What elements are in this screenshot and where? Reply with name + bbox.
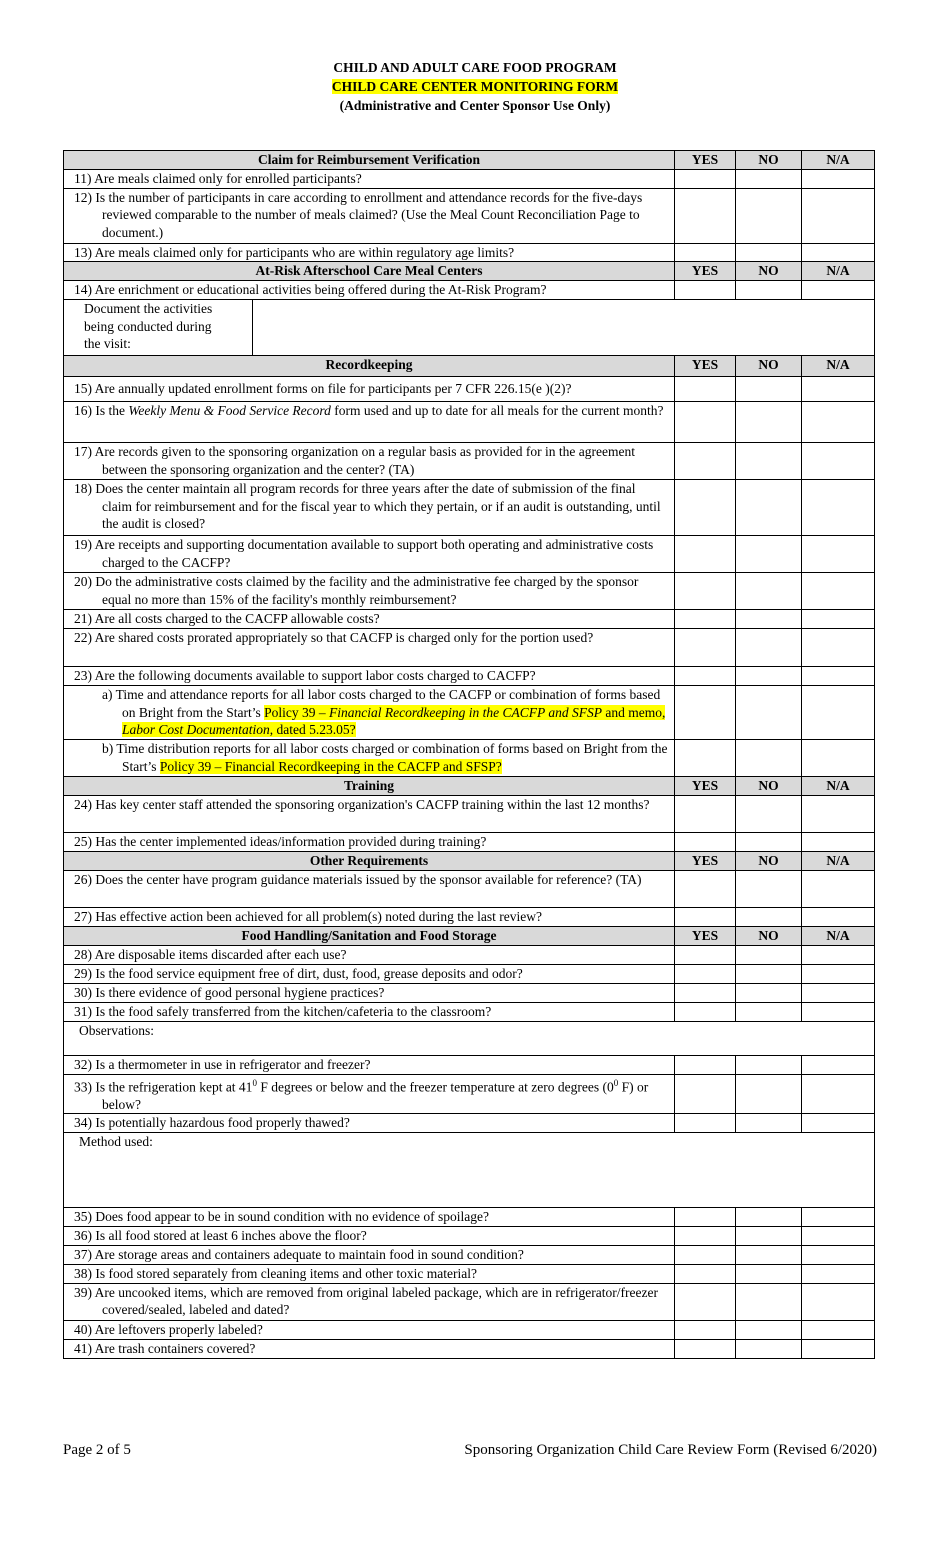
- question-41: 41) Are trash containers covered?: [64, 1339, 675, 1358]
- na-cell[interactable]: [802, 667, 875, 686]
- question-row: [64, 740, 875, 777]
- yes-cell[interactable]: [675, 402, 736, 443]
- question-40: 40) Are leftovers properly labeled?: [64, 1320, 675, 1339]
- no-cell[interactable]: [736, 1114, 802, 1133]
- na-cell[interactable]: [802, 870, 875, 907]
- question-34: 34) Is potentially hazardous food properly thawed?: [64, 1114, 675, 1133]
- question-32: 32) Is a thermometer in use in refrigerator and freezer?: [64, 1055, 675, 1074]
- question-30: 30) Is there evidence of good personal hygiene practices?: [64, 983, 675, 1002]
- yes-cell[interactable]: [675, 983, 736, 1002]
- page-number: Page 2 of 5: [63, 1442, 131, 1458]
- yes-cell[interactable]: [675, 281, 736, 300]
- na-cell[interactable]: [802, 402, 875, 443]
- na-cell[interactable]: [802, 907, 875, 926]
- no-cell[interactable]: [736, 573, 802, 610]
- program-title: CHILD AND ADULT CARE FOOD PROGRAM: [333, 60, 617, 75]
- question-row: [64, 1002, 875, 1021]
- section-header: Claim for Reimbursement Verification YES NO N/A: [64, 151, 875, 170]
- question-row: [64, 964, 875, 983]
- question-27: 27) Has effective action been achieved for all problem(s) noted during the last review?: [64, 907, 675, 926]
- no-cell[interactable]: [736, 1226, 802, 1245]
- question-22: 22) Are shared costs prorated appropriately so that CACFP is charged only for the portion used?: [64, 629, 675, 667]
- question-row: [64, 536, 875, 573]
- observations-field[interactable]: Observations:: [64, 1021, 875, 1055]
- question-row: [64, 629, 875, 667]
- na-cell[interactable]: [802, 796, 875, 833]
- na-cell[interactable]: [802, 1264, 875, 1283]
- question-row: [64, 573, 875, 610]
- form-header: [0, 58, 950, 115]
- question-row: [64, 1320, 875, 1339]
- na-cell[interactable]: [802, 573, 875, 610]
- no-cell[interactable]: [736, 610, 802, 629]
- na-cell[interactable]: [802, 169, 875, 188]
- question-row: [64, 480, 875, 536]
- question-16: 16) Is the Weekly Menu & Food Service Record form used and up to date for all meals for the current month?: [64, 402, 675, 443]
- question-row: [64, 281, 875, 300]
- question-row: [64, 1055, 875, 1074]
- question-37: 37) Are storage areas and containers adequate to maintain food in sound condition?: [64, 1245, 675, 1264]
- question-11: 11) Are meals claimed only for enrolled participants?: [64, 169, 675, 188]
- no-cell[interactable]: [736, 169, 802, 188]
- yes-cell[interactable]: [675, 573, 736, 610]
- yes-cell[interactable]: [675, 870, 736, 907]
- question-35: 35) Does food appear to be in sound condition with no evidence of spoilage?: [64, 1207, 675, 1226]
- section-header: Other Requirements YES NO N/A: [64, 851, 875, 870]
- question-row: [64, 945, 875, 964]
- question-row: [64, 1245, 875, 1264]
- no-cell[interactable]: [736, 667, 802, 686]
- question-17: 17) Are records given to the sponsoring organization on a regular basis as provided for in the agreement between the sponsoring organization and the center? (TA): [64, 443, 675, 480]
- yes-cell[interactable]: [675, 169, 736, 188]
- na-cell[interactable]: [802, 833, 875, 852]
- na-cell[interactable]: [802, 686, 875, 740]
- no-cell[interactable]: [736, 1002, 802, 1021]
- method-row: [64, 1132, 875, 1207]
- question-row: [64, 1074, 875, 1114]
- question-row: [64, 443, 875, 480]
- section-header: At-Risk Afterschool Care Meal Centers YES NO N/A: [64, 262, 875, 281]
- yes-cell[interactable]: [675, 1055, 736, 1074]
- question-39: 39) Are uncooked items, which are removed from original labeled package, which are in refrigerator/freezer covered/sealed, labeled and dated?: [64, 1283, 675, 1320]
- yes-cell[interactable]: [675, 740, 736, 777]
- no-cell[interactable]: [736, 870, 802, 907]
- no-cell[interactable]: [736, 1207, 802, 1226]
- no-cell[interactable]: [736, 188, 802, 243]
- activities-label: Document the activities being conducted during the visit:: [64, 300, 253, 356]
- yes-cell[interactable]: [675, 1002, 736, 1021]
- question-row: [64, 796, 875, 833]
- yes-cell[interactable]: [675, 945, 736, 964]
- no-cell[interactable]: [736, 686, 802, 740]
- na-cell[interactable]: [802, 1114, 875, 1133]
- yes-cell[interactable]: [675, 796, 736, 833]
- question-31: 31) Is the food safely transferred from the kitchen/cafeteria to the classroom?: [64, 1002, 675, 1021]
- question-row: [64, 686, 875, 740]
- section-header: Recordkeeping YES NO N/A: [64, 356, 875, 377]
- question-row: [64, 402, 875, 443]
- question-36: 36) Is all food stored at least 6 inches above the floor?: [64, 1226, 675, 1245]
- yes-cell[interactable]: [675, 686, 736, 740]
- na-cell[interactable]: [802, 1207, 875, 1226]
- yes-cell[interactable]: [675, 1207, 736, 1226]
- yes-cell[interactable]: [675, 1264, 736, 1283]
- question-15: 15) Are annually updated enrollment forms on file for participants per 7 CFR 226.15(e )(2)?: [64, 377, 675, 402]
- question-row: [64, 1283, 875, 1320]
- yes-cell[interactable]: [675, 833, 736, 852]
- no-cell[interactable]: [736, 536, 802, 573]
- question-row: [64, 1207, 875, 1226]
- no-cell[interactable]: [736, 480, 802, 536]
- question-row: [64, 983, 875, 1002]
- yes-cell[interactable]: [675, 188, 736, 243]
- yes-cell[interactable]: [675, 1283, 736, 1320]
- no-cell[interactable]: [736, 1283, 802, 1320]
- yes-cell[interactable]: [675, 1226, 736, 1245]
- method-used-field[interactable]: Method used:: [64, 1132, 875, 1207]
- question-25: 25) Has the center implemented ideas/information provided during training?: [64, 833, 675, 852]
- question-row: [64, 907, 875, 926]
- na-cell[interactable]: [802, 983, 875, 1002]
- yes-cell[interactable]: [675, 377, 736, 402]
- na-cell[interactable]: [802, 377, 875, 402]
- na-cell[interactable]: [802, 1245, 875, 1264]
- yes-cell[interactable]: [675, 1245, 736, 1264]
- question-row: [64, 243, 875, 262]
- no-cell[interactable]: [736, 964, 802, 983]
- question-28: 28) Are disposable items discarded after each use?: [64, 945, 675, 964]
- na-cell[interactable]: [802, 188, 875, 243]
- question-row: [64, 1114, 875, 1133]
- na-cell[interactable]: [802, 1339, 875, 1358]
- na-cell[interactable]: [802, 1283, 875, 1320]
- no-cell[interactable]: [736, 907, 802, 926]
- question-row: [64, 188, 875, 243]
- question-20: 20) Do the administrative costs claimed by the facility and the administrative fee charged by the sponsor equal no more than 15% of the facility's monthly reimbursement?: [64, 573, 675, 610]
- question-19: 19) Are receipts and supporting documentation available to support both operating and administrative costs charged to the CACFP?: [64, 536, 675, 573]
- no-cell[interactable]: [736, 740, 802, 777]
- yes-cell[interactable]: [675, 443, 736, 480]
- no-cell[interactable]: [736, 402, 802, 443]
- no-cell[interactable]: [736, 983, 802, 1002]
- na-cell[interactable]: [802, 536, 875, 573]
- no-cell[interactable]: [736, 629, 802, 667]
- na-cell[interactable]: [802, 480, 875, 536]
- section-header: Food Handling/Sanitation and Food Storage YES NO N/A: [64, 926, 875, 945]
- question-38: 38) Is food stored separately from cleaning items and other toxic material?: [64, 1264, 675, 1283]
- na-cell[interactable]: [802, 1226, 875, 1245]
- question-18: 18) Does the center maintain all program records for three years after the date of submission of the final claim for reimbursement and for the fiscal year to which they pertain, or if an audit is outstanding, until the audit is closed?: [64, 480, 675, 536]
- question-23b: b) Time distribution reports for all labor costs charged or combination of forms based on Bright from the Start’s Policy 39 – Financial Recordkeeping in the CACFP and SFSP?: [64, 740, 675, 777]
- yes-cell[interactable]: [675, 629, 736, 667]
- na-cell[interactable]: [802, 1320, 875, 1339]
- question-21: 21) Are all costs charged to the CACFP allowable costs?: [64, 610, 675, 629]
- section-header: Training YES NO N/A: [64, 777, 875, 796]
- na-cell[interactable]: [802, 443, 875, 480]
- no-cell[interactable]: [736, 243, 802, 262]
- yes-cell[interactable]: [675, 1320, 736, 1339]
- activities-field[interactable]: [253, 300, 875, 356]
- question-row: [64, 610, 875, 629]
- no-cell[interactable]: [736, 1245, 802, 1264]
- no-cell[interactable]: [736, 1264, 802, 1283]
- form-revision: Sponsoring Organization Child Care Review Form (Revised 6/2020): [464, 1442, 877, 1458]
- no-cell[interactable]: [736, 1055, 802, 1074]
- observations-row: [64, 1021, 875, 1055]
- no-cell[interactable]: [736, 833, 802, 852]
- no-cell[interactable]: [736, 796, 802, 833]
- na-cell[interactable]: [802, 1055, 875, 1074]
- form-title: CHILD CARE CENTER MONITORING FORM: [331, 79, 619, 94]
- question-23a: a) Time and attendance reports for all labor costs charged to the CACFP or combination of forms based on Bright from the Start’s Policy 39 – Financial Recordkeeping in the CACFP and SFSP and memo, Labor Cost Documentation, dated 5.23.05?: [64, 686, 675, 740]
- no-cell[interactable]: [736, 281, 802, 300]
- no-cell[interactable]: [736, 1074, 802, 1114]
- yes-cell[interactable]: [675, 964, 736, 983]
- yes-cell[interactable]: [675, 907, 736, 926]
- yes-cell[interactable]: [675, 667, 736, 686]
- na-cell[interactable]: [802, 629, 875, 667]
- yes-cell[interactable]: [675, 1114, 736, 1133]
- question-row: [64, 377, 875, 402]
- question-13: 13) Are meals claimed only for participants who are within regulatory age limits?: [64, 243, 675, 262]
- no-cell[interactable]: [736, 377, 802, 402]
- no-cell[interactable]: [736, 443, 802, 480]
- no-cell[interactable]: [736, 1320, 802, 1339]
- form-subtitle: (Administrative and Center Sponsor Use Only): [339, 98, 611, 113]
- na-cell[interactable]: [802, 610, 875, 629]
- na-cell[interactable]: [802, 964, 875, 983]
- question-14: 14) Are enrichment or educational activities being offered during the At-Risk Program?: [64, 281, 675, 300]
- no-cell[interactable]: [736, 1339, 802, 1358]
- no-cell[interactable]: [736, 945, 802, 964]
- question-row: [64, 1339, 875, 1358]
- question-row: [64, 667, 875, 686]
- na-cell[interactable]: [802, 243, 875, 262]
- yes-cell[interactable]: [675, 1074, 736, 1114]
- yes-cell[interactable]: [675, 480, 736, 536]
- question-33: 33) Is the refrigeration kept at $41^0$ F degrees or below and the freezer temperature at zero degrees ($0^0$ F) or below?: [64, 1074, 675, 1114]
- question-26: 26) Does the center have program guidance materials issued by the sponsor available for reference? (TA): [64, 870, 675, 907]
- question-24: 24) Has key center staff attended the sponsoring organization's CACFP training within the last 12 months?: [64, 796, 675, 833]
- question-row: [64, 833, 875, 852]
- question-12: 12) Is the number of participants in care according to enrollment and attendance records for the five-days reviewed comparable to the number of meals claimed? (Use the Meal Count Reconciliation Page to document.): [64, 188, 675, 243]
- yes-cell[interactable]: [675, 536, 736, 573]
- yes-cell[interactable]: [675, 1339, 736, 1358]
- question-row: [64, 169, 875, 188]
- na-cell[interactable]: [802, 945, 875, 964]
- question-row: [64, 1226, 875, 1245]
- monitoring-table: [63, 150, 875, 1359]
- na-cell[interactable]: [802, 1074, 875, 1114]
- na-cell[interactable]: [802, 1002, 875, 1021]
- yes-cell[interactable]: [675, 610, 736, 629]
- activities-row: [64, 300, 875, 356]
- question-29: 29) Is the food service equipment free of dirt, dust, food, grease deposits and odor?: [64, 964, 675, 983]
- question-row: [64, 1264, 875, 1283]
- question-row: [64, 870, 875, 907]
- na-cell[interactable]: [802, 740, 875, 777]
- yes-cell[interactable]: [675, 243, 736, 262]
- question-23: 23) Are the following documents available to support labor costs charged to CACFP?: [64, 667, 675, 686]
- na-cell[interactable]: [802, 281, 875, 300]
